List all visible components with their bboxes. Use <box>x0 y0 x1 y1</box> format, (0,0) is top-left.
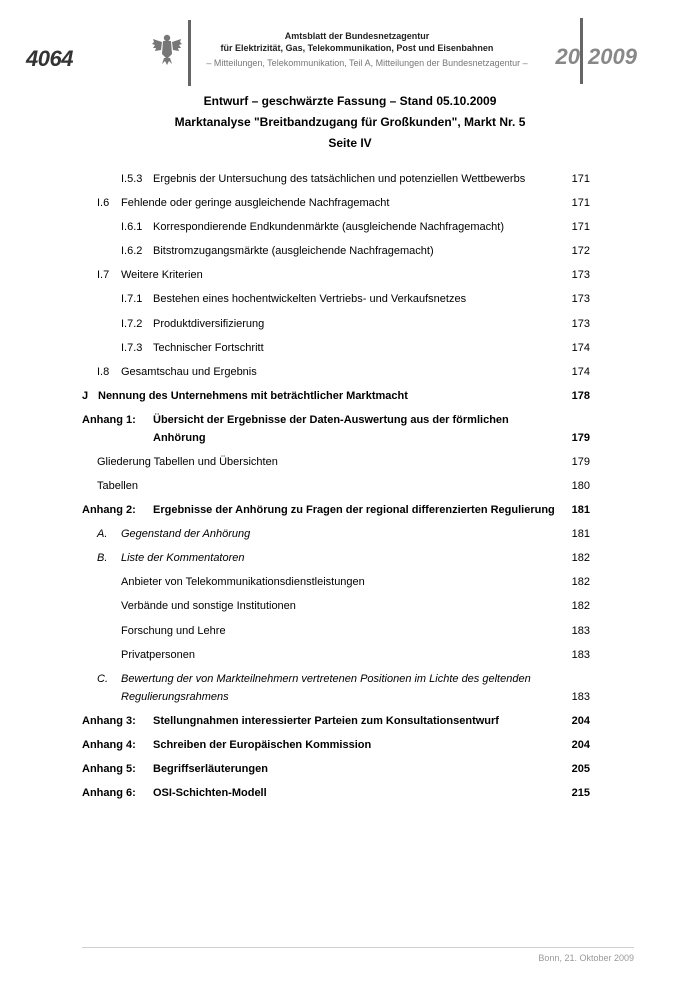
toc-title: OSI-Schichten-Modell <box>153 787 267 799</box>
toc-title: Produktdiversifizierung <box>153 318 265 330</box>
toc-page: 178 <box>571 390 590 402</box>
header-divider-right <box>580 18 583 84</box>
toc-page: 179 <box>571 456 590 468</box>
toc-number: J <box>82 390 89 402</box>
toc-title: Anbieter von Telekommunikationsdienstleistungen <box>121 576 365 588</box>
toc-page: 182 <box>571 552 590 564</box>
publisher-line-1: Amtsblatt der Bundesnetzagentur <box>284 31 430 41</box>
toc-page: 180 <box>571 480 590 492</box>
toc-number: B. <box>97 552 108 564</box>
toc-title: Gegenstand der Anhörung <box>121 528 251 540</box>
toc-page: 182 <box>571 600 590 612</box>
toc-title: Übersicht der Ergebnisse der Daten-Auswertung aus der förmlichen <box>153 414 509 426</box>
toc-page: 205 <box>571 763 590 775</box>
toc-title: Fehlende oder geringe ausgleichende Nachfragemacht <box>121 197 390 209</box>
toc-title: Stellungnahmen interessierter Parteien zum Konsultationsentwurf <box>153 715 499 727</box>
publisher-line-2: für Elektrizität, Gas, Telekommunikation, Post und Eisenbahnen <box>220 43 494 53</box>
federal-eagle-icon <box>152 32 182 66</box>
footer-divider <box>82 947 634 948</box>
toc-title: Korrespondierende Endkundenmärkte (ausgleichende Nachfragemacht) <box>153 221 504 233</box>
toc-number: I.6 <box>97 197 110 209</box>
toc-entry[interactable] <box>0 673 700 705</box>
toc-title: Tabellen <box>97 480 138 492</box>
toc-page: 181 <box>571 528 590 540</box>
toc-number: Anhang 1: <box>82 414 136 426</box>
toc-title-continued: Regulierungsrahmens <box>121 691 229 703</box>
toc-title: Weitere Kriterien <box>121 269 203 281</box>
toc-title: Gliederung Tabellen und Übersichten <box>97 456 278 468</box>
toc-number: I.7.1 <box>121 293 143 305</box>
toc-title: Begriffserläuterungen <box>153 763 268 775</box>
toc-number: Anhang 3: <box>82 715 136 727</box>
toc-page: 183 <box>571 691 590 703</box>
toc-number: I.7 <box>97 269 110 281</box>
toc-title: Technischer Fortschritt <box>153 342 264 354</box>
toc-number: Anhang 4: <box>82 739 136 751</box>
toc-page: 171 <box>571 221 590 233</box>
toc-number: A. <box>97 528 108 540</box>
toc-number: I.7.2 <box>121 318 143 330</box>
toc-page: 174 <box>571 342 590 354</box>
toc-title: Forschung und Lehre <box>121 625 226 637</box>
toc-title: Liste der Kommentatoren <box>121 552 245 564</box>
toc-page: 179 <box>571 432 590 444</box>
toc-number: Anhang 2: <box>82 504 136 516</box>
header-divider-left <box>188 20 191 86</box>
toc-page: 173 <box>571 293 590 305</box>
document-subtitle: Marktanalyse "Breitbandzugang für Großkunden", Markt Nr. 5 <box>174 115 526 129</box>
toc-page: 172 <box>571 245 590 257</box>
page-number: 4064 <box>26 46 73 71</box>
toc-title: Schreiben der Europäischen Kommission <box>153 739 372 751</box>
toc-number: C. <box>97 673 108 685</box>
toc-title: Bestehen eines hochentwickelten Vertriebs- und Verkaufsnetzes <box>153 293 467 305</box>
page-label: Seite IV <box>328 136 372 150</box>
toc-page: 173 <box>571 318 590 330</box>
toc-number: I.7.3 <box>121 342 143 354</box>
toc-page: 171 <box>571 197 590 209</box>
toc-number: Anhang 6: <box>82 787 136 799</box>
toc-title: Bitstromzugangsmärkte (ausgleichende Nachfragemacht) <box>153 245 434 257</box>
toc-entry[interactable] <box>0 414 700 446</box>
toc-title: Gesamtschau und Ergebnis <box>121 366 257 378</box>
issue-year: 2009 <box>588 44 637 69</box>
section-line: – Mitteilungen, Telekommunikation, Teil A, Mitteilungen der Bundesnetzagentur – <box>206 58 528 68</box>
toc-title: Privatpersonen <box>121 649 195 661</box>
document-title: Entwurf – geschwärzte Fassung – Stand 05.10.2009 <box>203 94 497 108</box>
toc-number: I.6.2 <box>121 245 143 257</box>
toc-number: I.5.3 <box>121 173 143 185</box>
toc-page: 215 <box>571 787 590 799</box>
toc-page: 181 <box>571 504 590 516</box>
toc-page: 204 <box>571 715 590 727</box>
issue-number: 20 <box>555 44 580 69</box>
toc-page: 183 <box>571 625 590 637</box>
toc-title-continued: Anhörung <box>153 432 206 444</box>
toc-number: I.6.1 <box>121 221 143 233</box>
toc-number: Anhang 5: <box>82 763 136 775</box>
footer-place-date: Bonn, 21. Oktober 2009 <box>538 953 634 963</box>
toc-number: I.8 <box>97 366 110 378</box>
toc-title: Ergebnisse der Anhörung zu Fragen der regional differenzierten Regulierung <box>153 504 555 516</box>
toc-page: 173 <box>571 269 590 281</box>
toc-page: 204 <box>571 739 590 751</box>
toc-title: Ergebnis der Untersuchung des tatsächlichen und potenziellen Wettbewerbs <box>153 173 526 185</box>
toc-page: 174 <box>571 366 590 378</box>
toc-title: Verbände und sonstige Institutionen <box>121 600 296 612</box>
toc-title: Nennung des Unternehmens mit beträchtlicher Marktmacht <box>98 390 408 402</box>
toc-title: Bewertung der von Markteilnehmern vertretenen Positionen im Lichte des geltenden <box>121 673 531 685</box>
toc-page: 182 <box>571 576 590 588</box>
toc-page: 171 <box>571 173 590 185</box>
toc-page: 183 <box>571 649 590 661</box>
